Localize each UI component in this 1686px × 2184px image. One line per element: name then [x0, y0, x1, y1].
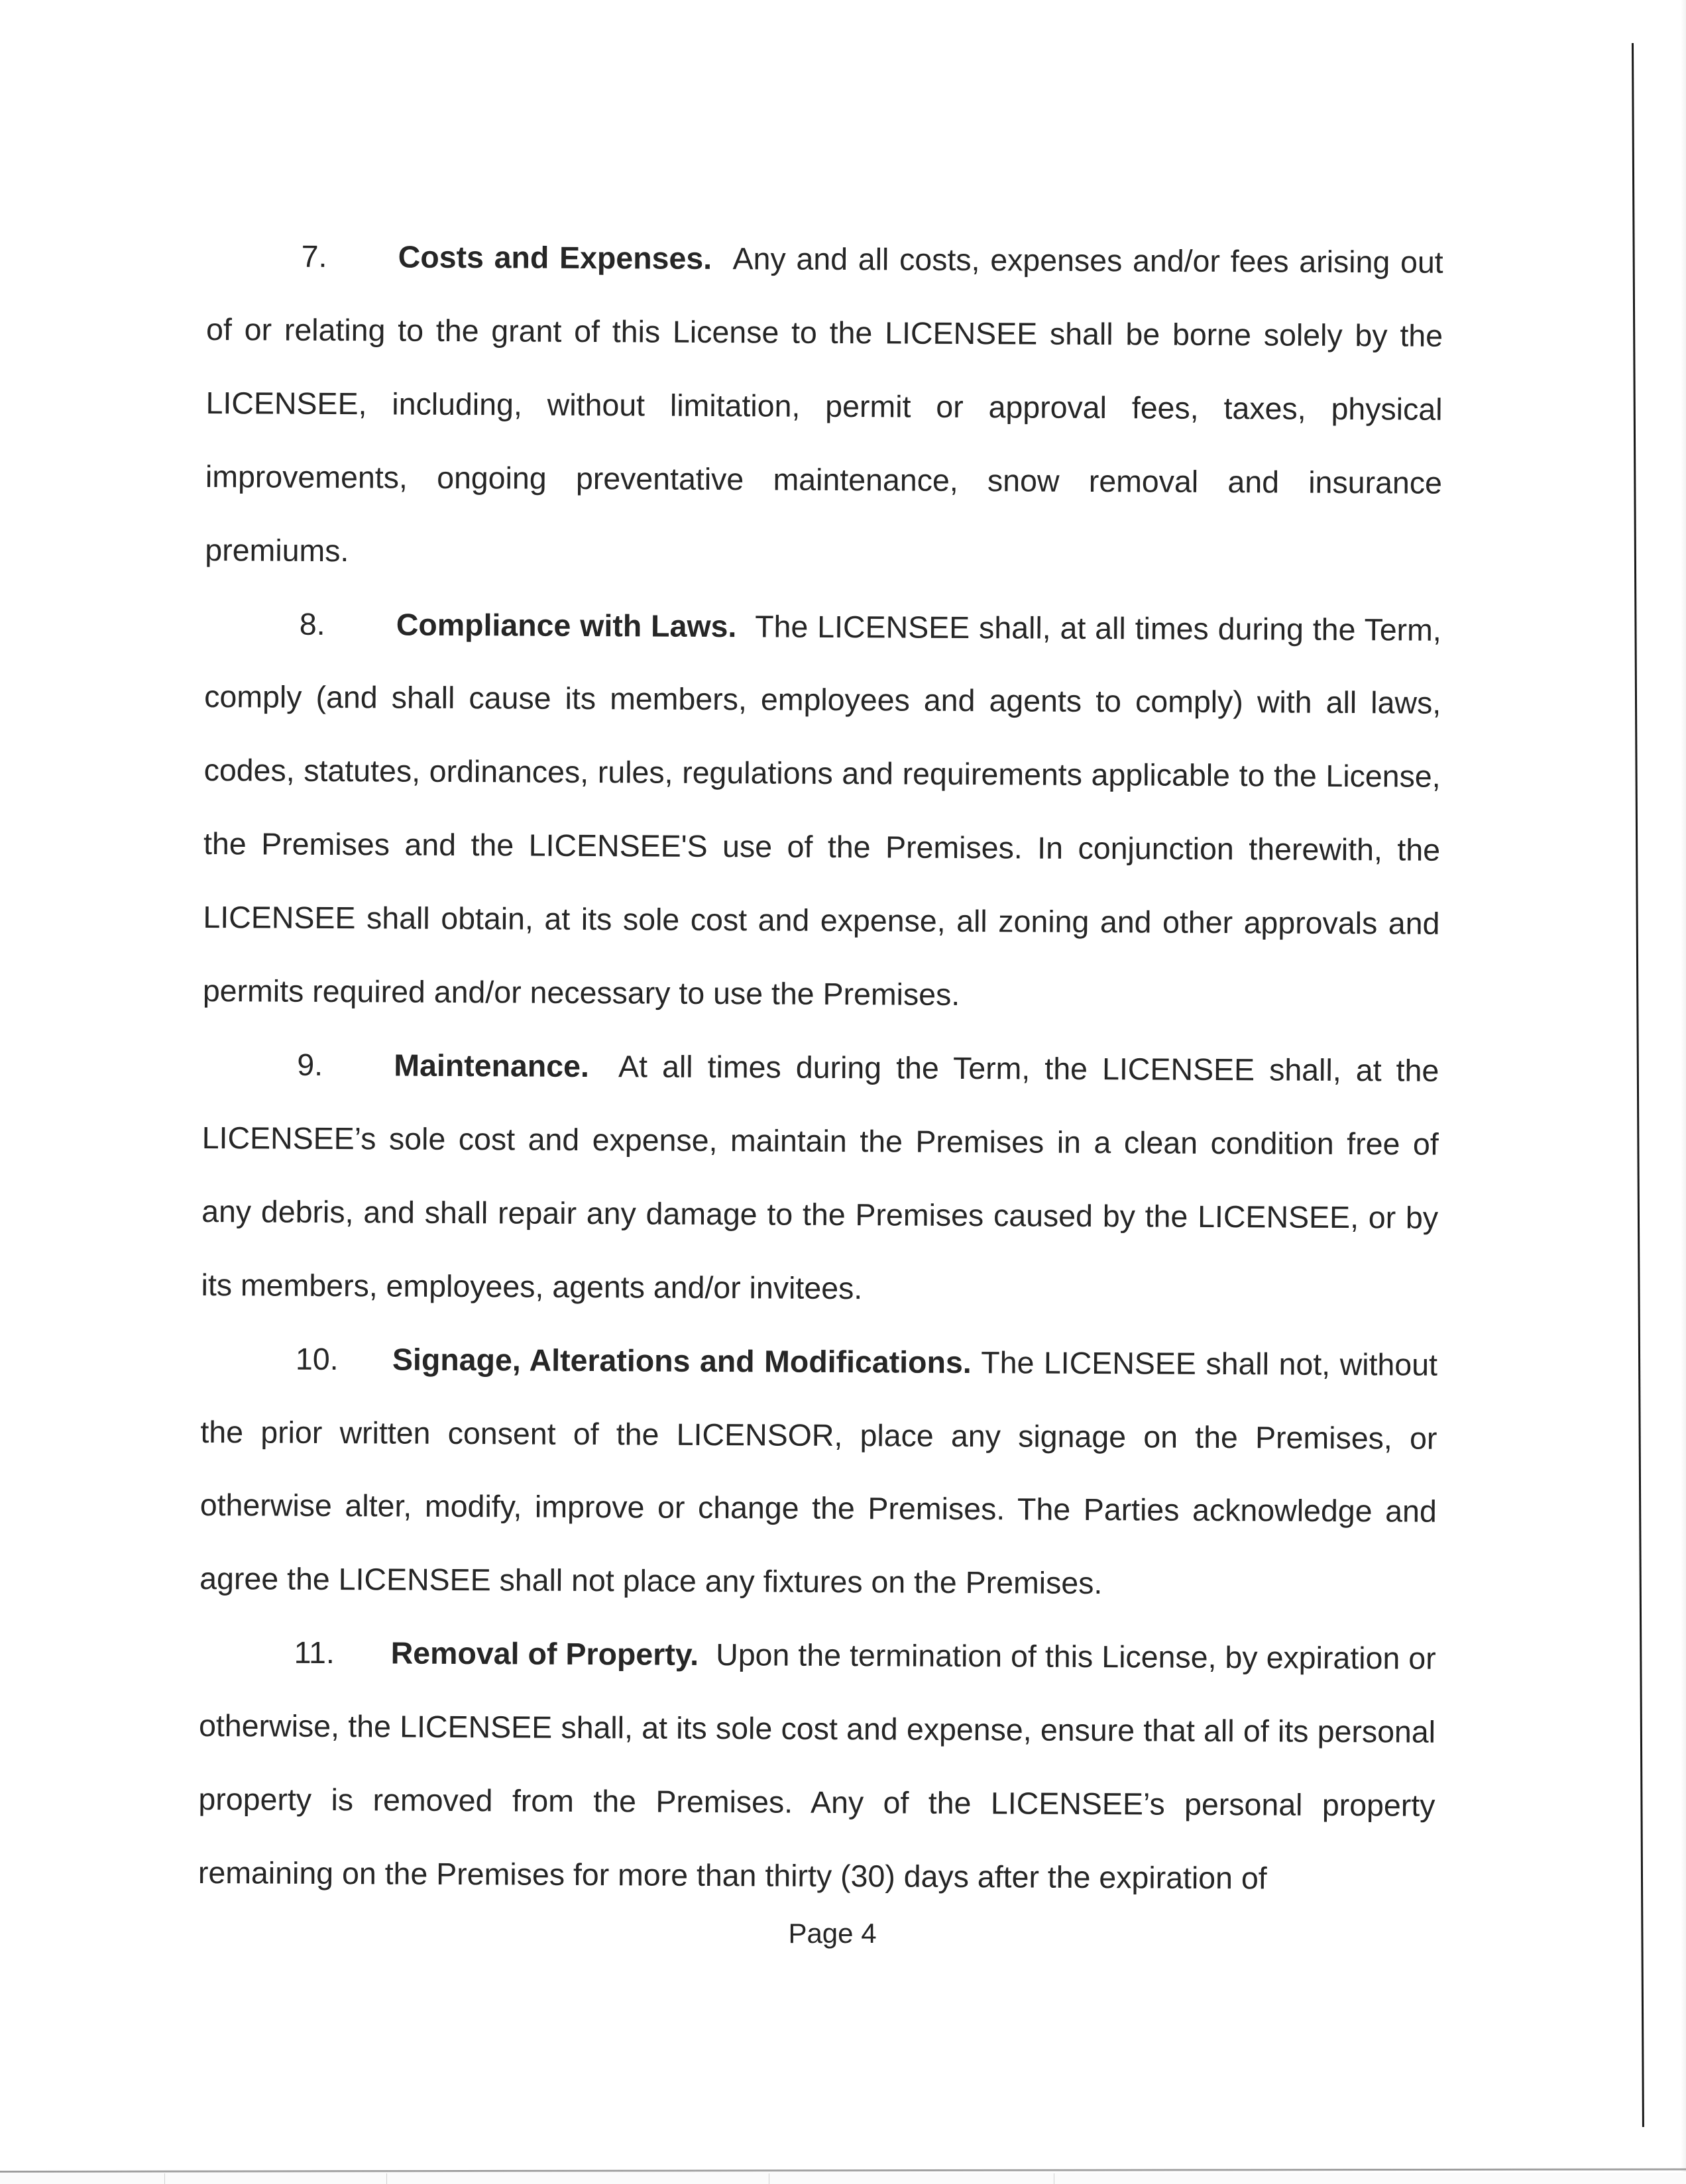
paragraph-compliance-with-laws	[203, 587, 1441, 1034]
scanner-tick	[164, 2173, 165, 2184]
spacer	[736, 609, 755, 643]
paragraph-number: 11.	[294, 1635, 335, 1670]
paragraph-number: 8.	[299, 606, 325, 641]
document-body	[198, 219, 1443, 1916]
paragraph-heading: Costs and Expenses.	[398, 239, 712, 276]
spacer	[699, 1637, 716, 1672]
paragraph-heading: Compliance with Laws.	[396, 607, 737, 643]
scanner-bed	[0, 2173, 1686, 2184]
paragraph-maintenance	[201, 1028, 1439, 1328]
paragraph-text: The LICENSEE shall not, without the prior written consent of the LICENSOR, place any signage on the Premises, or otherwise alter, modify, improve or change the Premises. The Parties acknowledge and agree the LICENSEE shall not place any fixtures on the Premises.	[199, 1344, 1438, 1601]
scanner-tick	[386, 2173, 387, 2184]
paragraph-number: 10.	[295, 1341, 339, 1376]
paragraph-text: Upon the termination of this License, by expiration or otherwise, the LICENSEE shall, at its sole cost and expense, ensure that all of its personal property is removed from the Premises. Any of the LICENSEE’s personal property remaining on the Premises for more than thirty (30) days after the expiration of	[197, 1637, 1436, 1896]
paragraph-number: 7.	[301, 239, 327, 274]
paragraph-text: The LICENSEE shall, at all times during the Term, comply (and shall cause its members, employees and agents to comply) with all laws, codes, statutes, ordinances, rules, regulations and requirements applicable to the License, the Premises and the LICENSEE'S use of the Premises. In conjunction therewith, the LICENSEE shall obtain, at its sole cost and expense, all zoning and other approvals and permits required and/or necessary to use the Premises.	[202, 608, 1441, 1012]
spacer	[972, 1345, 982, 1380]
page-number-footer: Page 4	[788, 1918, 877, 1949]
paragraph-number: 9.	[297, 1047, 323, 1082]
paragraph-costs-and-expenses	[205, 219, 1443, 593]
paragraph-text: Any and all costs, expenses and/or fees arising out of or relating to the grant of this License to the LICENSEE shall be borne solely by the LICENSEE, including, without limitation, permit or approval fees, taxes, physical improvements, ongoing preventative maintenance, snow removal and insurance premiums.	[205, 241, 1443, 568]
scan-margin-rule	[1632, 43, 1644, 2127]
spacer	[712, 241, 733, 276]
scan-right-edge	[1681, 0, 1686, 2172]
spacer	[589, 1049, 618, 1083]
paragraph-signage-alterations-modifications	[199, 1322, 1437, 1622]
paragraph-heading: Maintenance.	[394, 1048, 590, 1084]
paragraph-text: At all times during the Term, the LICENSEE shall, at the LICENSEE’s sole cost and expense, maintain the Premises in a clean condition free of any debris, and shall repair any damage to the Premises caused by the LICENSEE, or by its members, employees, agents and/or invitees.	[201, 1049, 1439, 1305]
paragraph-heading: Signage, Alterations and Modifications.	[392, 1342, 972, 1380]
paragraph-removal-of-property	[198, 1615, 1436, 1916]
paragraph-heading: Removal of Property.	[390, 1635, 699, 1672]
